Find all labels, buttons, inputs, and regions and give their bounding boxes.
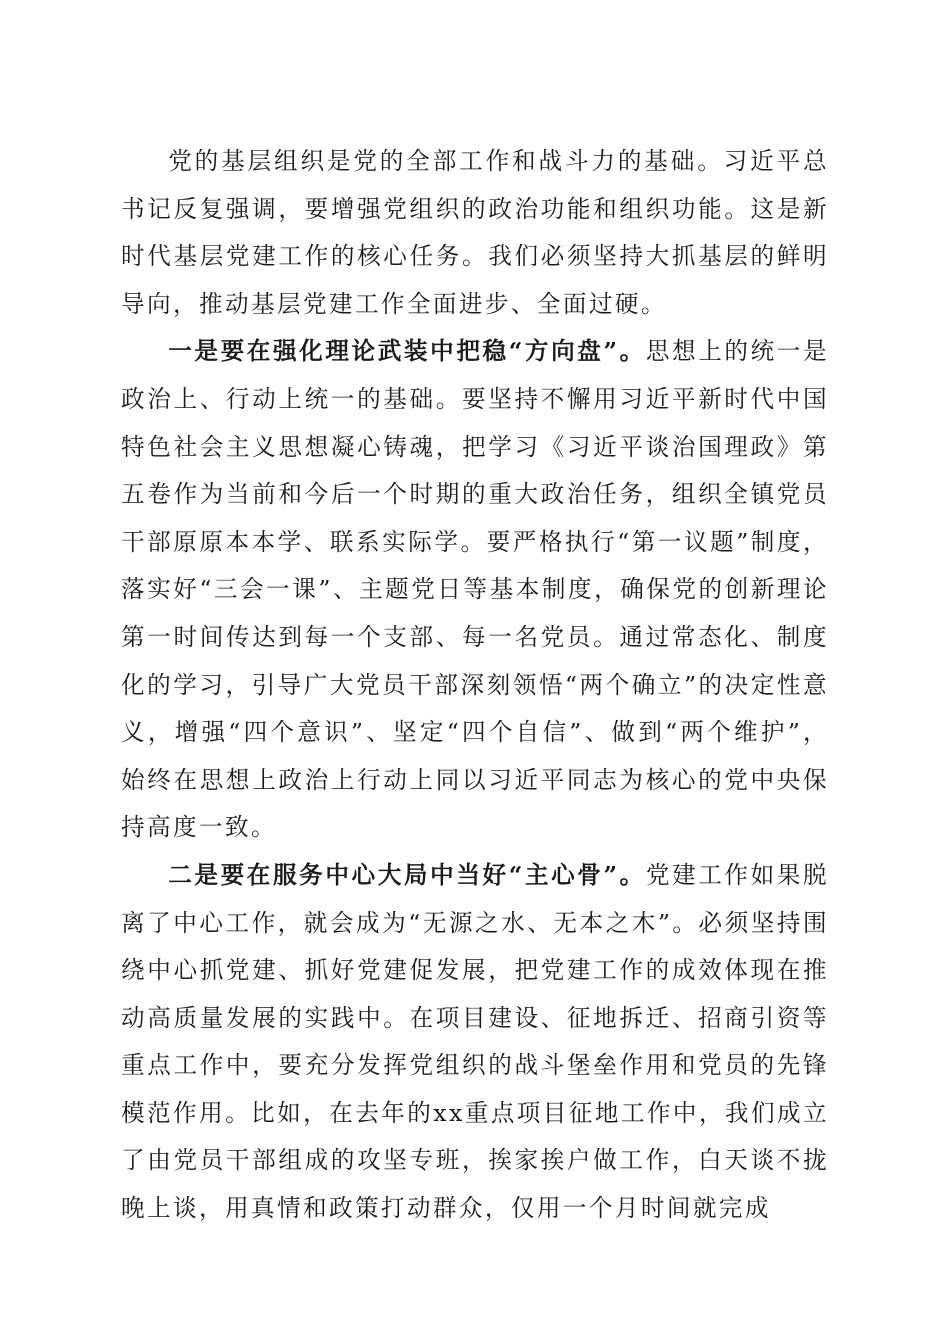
paragraph-point-one-text: 思想上的统一是政治上、行动上统一的基础。要坚持不懈用习近平新时代中国特色社会主义思想凝心铸魂，把学习《习近平谈治国理政》第五卷作为当前和今后一个时期的重大政治任务，组织全镇党员干部原原本本学、联系实际学。要严格执行“第一议题”制度，落实好“三会一课”、主题党日等基本制度，确保党的创新理论第一时间传达到每一个支部、每一名党员。通过常态化、制度化的学习，引导广大党员干部深刻领悟“两个确立”的决定性意义，增强“四个意识”、坚定“四个自信”、做到“两个维护”，始终在思想上政治上行动上同以习近平同志为核心的党中央保持高度一致。 (121, 337, 829, 842)
paragraph-point-two (121, 852, 829, 1233)
paragraph-point-two-lead: 二是要在服务中心大局中当好“主心骨”。 (168, 860, 646, 889)
document-body (121, 138, 829, 1233)
paragraph-intro (121, 138, 829, 328)
paragraph-point-one-lead: 一是要在强化理论武装中把稳“方向盘”。 (168, 337, 646, 366)
paragraph-intro-text: 党的基层组织是党的全部工作和战斗力的基础。习近平总书记反复强调，要增强党组织的政治功能和组织功能。这是新时代基层党建工作的核心任务。我们必须坚持大抓基层的鲜明导向，推动基层党建工作全面进步、全面过硬。 (121, 147, 829, 318)
paragraph-point-two-text: 党建工作如果脱离了中心工作，就会成为“无源之水、无本之木”。必须坚持围绕中心抓党建、抓好党建促发展，把党建工作的成效体现在推动高质量发展的实践中。在项目建设、征地拆迁、招商引资等重点工作中，要充分发挥党组织的战斗堡垒作用和党员的先锋模范作用。比如，在去年的xx重点项目征地工作中，我们成立了由党员干部组成的攻坚专班，挨家挨户做工作，白天谈不拢晚上谈，用真情和政策打动群众，仅用一个月时间就完成 (121, 860, 829, 1223)
paragraph-point-one (121, 328, 829, 852)
